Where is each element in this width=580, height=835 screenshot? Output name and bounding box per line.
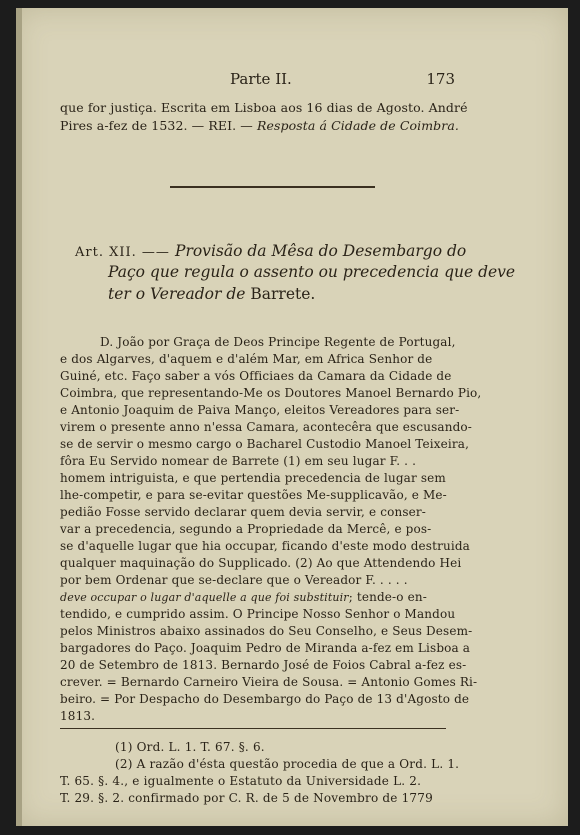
running-header <box>200 70 455 94</box>
article-title-line-3: ter o Vereador de Barrete. <box>108 285 316 303</box>
body-line: pedião Fosse servido declarar quem devia servir, e conser- <box>60 505 426 519</box>
body-line: se de servir o mesmo cargo o Bacharel Custodio Manoel Teixeira, <box>60 437 470 451</box>
body-line: tendido, e cumprido assim. O Principe Nosso Senhor o Mandou <box>60 607 456 621</box>
page-number: 173 <box>426 70 455 88</box>
body-line: 20 de Setembro de 1813. Bernardo José de Foios Cabral a-fez es- <box>60 658 467 672</box>
body-line: deve occupar o lugar d'aquelle a que foi substituir; tende-o en- <box>60 590 427 604</box>
section-divider <box>170 186 375 188</box>
footnote-2-line-2: T. 65. §. 4., e igualmente o Estatuto da Universidade L. 2. <box>60 774 422 788</box>
body-line: pelos Ministros abaixo assinados do Seu Conselho, e Seus Desem- <box>60 624 473 638</box>
body-line: D. João por Graça de Deos Principe Regente de Portugal, <box>100 335 456 349</box>
article-title-line-1: Art. XII. —— Provisão da Mêsa do Desembargo do <box>75 242 467 260</box>
body-line: por bem Ordenar que se-declare que o Vereador F. . . . . <box>60 573 408 587</box>
body-line: Guiné, etc. Faço saber a vós Officiaes da Camara da Cidade de <box>60 369 452 383</box>
top-paragraph-line-1: que for justiça. Escrita em Lisboa aos 16 dias de Agosto. André <box>60 100 468 115</box>
footnote-2-line-1: (2) A razão d'ésta questão procedia de que a Ord. L. 1. <box>115 757 460 771</box>
body-line: homem intriguista, e que pertendia precedencia de lugar sem <box>60 471 446 485</box>
article-label: Art. XII. —— <box>75 245 176 260</box>
part-heading: Parte II. <box>230 70 292 88</box>
body-line: se d'aquelle lugar que hia occupar, ficando d'este modo destruida <box>60 539 470 553</box>
body-line: Coimbra, que representando-Me os Doutores Manoel Bernardo Pio, <box>60 386 482 400</box>
body-line: bargadores do Paço. Joaquim Pedro de Miranda a-fez em Lisboa a <box>60 641 471 655</box>
body-line: beiro. = Por Despacho do Desembargo do Paço de 13 d'Agosto de <box>60 692 470 706</box>
footnote-divider <box>60 728 446 729</box>
footnote-2-line-3: T. 29. §. 2. confirmado por C. R. de 5 de Novembro de 1779 <box>60 791 433 805</box>
body-line: qualquer maquinação do Supplicado. (2) Ao que Attendendo Hei <box>60 556 462 570</box>
body-line: lhe-competir, e para se-evitar questões Me-supplicavão, e Me- <box>60 488 447 502</box>
page-spine <box>16 8 22 826</box>
body-line: crever. = Bernardo Carneiro Vieira de Sousa. = Antonio Gomes Ri- <box>60 675 478 689</box>
article-title-line-2: Paço que regula o assento ou precedencia que deve <box>108 263 516 281</box>
body-line: e Antonio Joaquim de Paiva Manço, eleitos Vereadores para ser- <box>60 403 460 417</box>
body-line: var a precedencia, segundo a Propriedade da Mercê, e pos- <box>60 522 432 536</box>
top-paragraph-line-2: Pires a-fez de 1532. — REI. — Resposta á Cidade de Coimbra. <box>60 118 459 133</box>
body-line: virem o presente anno n'essa Camara, acontecêra que escusando- <box>60 420 473 434</box>
body-line: e dos Algarves, d'aquem e d'além Mar, em Africa Senhor de <box>60 352 433 366</box>
body-line: fôra Eu Servido nomear de Barrete (1) em seu lugar F. . . <box>60 454 417 468</box>
body-line: 1813. <box>60 709 96 723</box>
footnote-1: (1) Ord. L. 1. T. 67. §. 6. <box>115 740 265 754</box>
